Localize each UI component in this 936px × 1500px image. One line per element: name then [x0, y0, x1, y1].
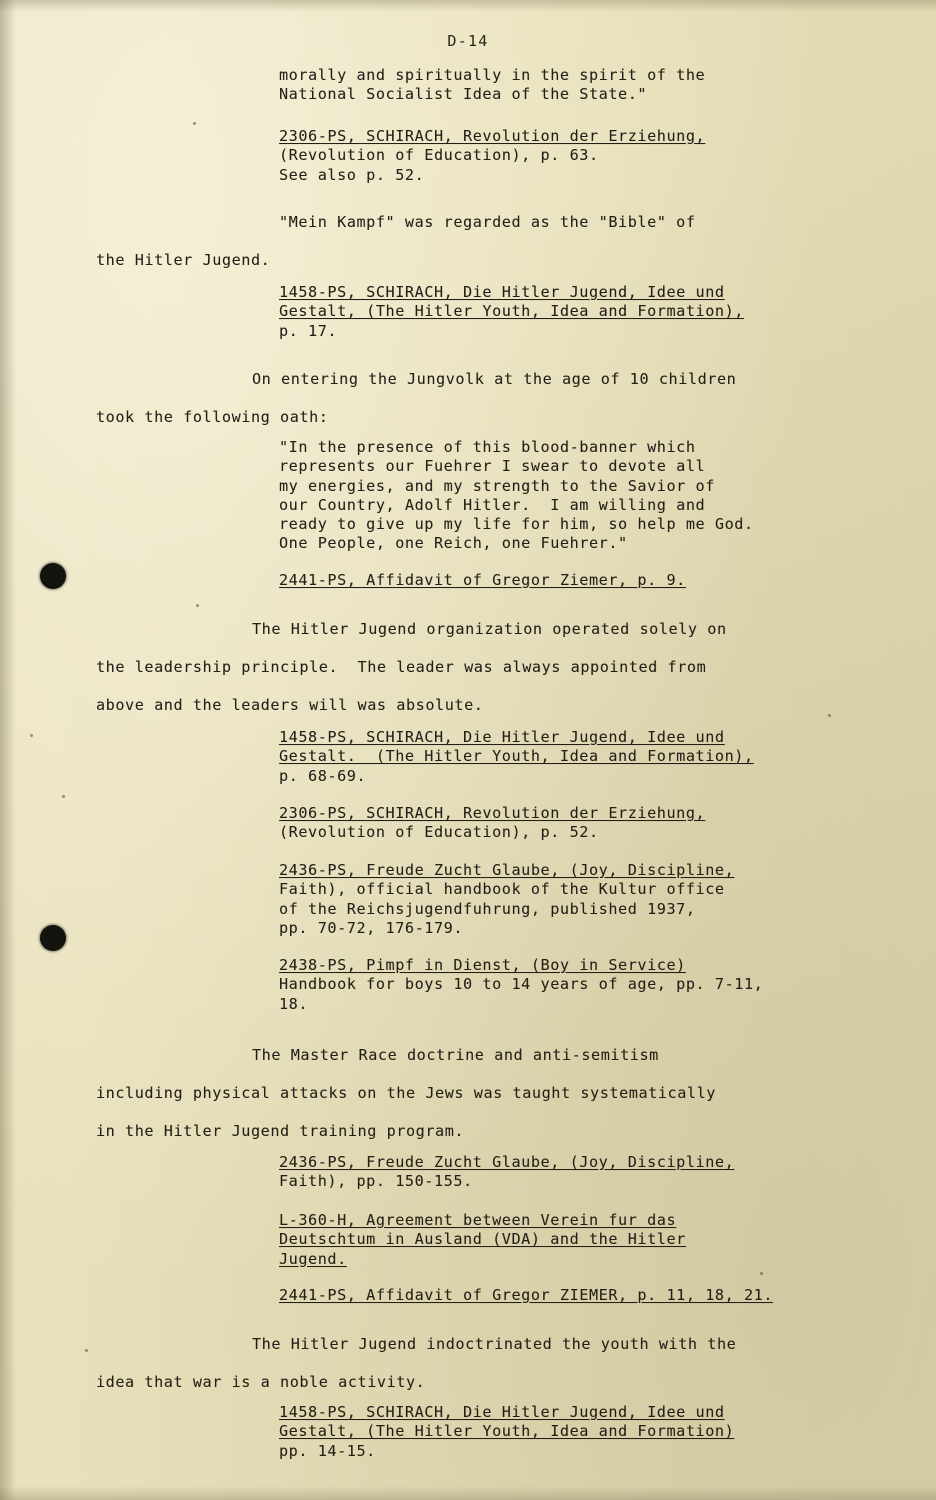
citation-line: pp. 14-15. — [279, 1441, 376, 1460]
citation-line-underlined: Gestalt. (The Hitler Youth, Idea and Formation), — [279, 747, 754, 766]
citation-line-underlined: 2306-PS, SCHIRACH, Revolution der Erziehung, — [279, 127, 706, 145]
text-line: the leadership principle. The leader was always appointed from — [96, 658, 707, 676]
paper-speck — [760, 1272, 763, 1275]
text-block-quote-2 — [279, 438, 754, 554]
citation-block-11 — [279, 1403, 734, 1461]
citation-block-6 — [279, 861, 734, 938]
page-edge-shadow-left — [0, 0, 16, 1500]
paragraph-3-line-2 — [96, 648, 706, 686]
text-line: "In the presence of this blood-banner which — [279, 438, 696, 456]
text-line: above and the leaders will was absolute. — [96, 696, 484, 714]
paragraph-4-line-3 — [96, 1112, 464, 1150]
text-line: The Hitler Jugend organization operated solely on — [252, 620, 727, 638]
text-line: idea that war is a noble activity. — [96, 1373, 426, 1391]
citation-block-5 — [279, 804, 705, 843]
paragraph-2-line-2 — [96, 398, 329, 436]
text-line: including physical attacks on the Jews was taught systematically — [96, 1084, 716, 1102]
citation-block-2 — [279, 283, 744, 341]
page-number: D-14 — [447, 32, 489, 50]
hole-punch-mark-upper — [40, 563, 66, 589]
citation-line-underlined: 2441-PS, Affidavit of Gregor ZIEMER, p. 11, 18, 21. — [279, 1286, 774, 1304]
citation-line-underlined: Deutschtum in Ausland (VDA) and the Hitler — [279, 1230, 686, 1249]
citation-line-underlined: Jugend. — [279, 1249, 347, 1268]
text-line: the Hitler Jugend. — [96, 251, 271, 269]
citation-line: (Revolution of Education), p. 52. — [279, 823, 599, 842]
citation-line-underlined: 2438-PS, Pimpf in Dienst, (Boy in Service) — [279, 956, 686, 974]
citation-line-underlined: 2436-PS, Freude Zucht Glaube, (Joy, Discipline, — [279, 1153, 735, 1171]
citation-line: pp. 70-72, 176-179. — [279, 918, 464, 937]
citation-line: p. 17. — [279, 321, 338, 340]
paragraph-1-line-1 — [279, 203, 696, 241]
paper-speck — [85, 1349, 88, 1352]
citation-line-underlined: 1458-PS, SCHIRACH, Die Hitler Jugend, Idee und — [279, 283, 725, 301]
paragraph-4-line-1 — [252, 1036, 659, 1074]
citation-block-1 — [279, 127, 705, 185]
text-line: "Mein Kampf" was regarded as the "Bible" of — [279, 213, 696, 231]
citation-line: 18. — [279, 994, 309, 1013]
text-block-quote-1 — [279, 66, 705, 105]
citation-line: Faith), official handbook of the Kultur office — [279, 880, 725, 899]
paragraph-2-line-1 — [252, 360, 736, 398]
paper-speck — [30, 734, 33, 737]
citation-line: of the Reichsjugendfuhrung, published 1937, — [279, 899, 696, 918]
hole-punch-mark-lower — [40, 925, 66, 951]
paragraph-3-line-1 — [252, 610, 727, 648]
text-line: represents our Fuehrer I swear to devote all — [279, 457, 706, 476]
citation-line: See also p. 52. — [279, 165, 425, 184]
text-line: in the Hitler Jugend training program. — [96, 1122, 465, 1140]
paragraph-1-line-2 — [96, 241, 270, 279]
paragraph-4-line-2 — [96, 1074, 716, 1112]
citation-line: p. 68-69. — [279, 766, 367, 785]
citation-line: Faith), pp. 150-155. — [279, 1172, 473, 1191]
citation-line-underlined: Gestalt, (The Hitler Youth, Idea and Formation), — [279, 302, 744, 321]
citation-line-underlined: 2306-PS, SCHIRACH, Revolution der Erziehung, — [279, 804, 706, 822]
citation-line-underlined: 1458-PS, SCHIRACH, Die Hitler Jugend, Idee und — [279, 1403, 725, 1421]
paper-speck — [193, 122, 196, 125]
text-line: our Country, Adolf Hitler. I am willing and — [279, 495, 706, 514]
page-edge-shadow-top — [0, 0, 936, 12]
citation-block-8 — [279, 1153, 734, 1192]
text-line: took the following oath: — [96, 408, 329, 426]
citation-block-9 — [279, 1211, 686, 1269]
citation-block-7 — [279, 956, 763, 1014]
text-line: ready to give up my life for him, so help me God. — [279, 515, 754, 534]
citation-line-underlined: L-360-H, Agreement between Verein fur das — [279, 1211, 677, 1229]
paragraph-5-line-2 — [96, 1363, 425, 1401]
citation-line-underlined: 1458-PS, SCHIRACH, Die Hitler Jugend, Idee und — [279, 728, 725, 746]
text-line: On entering the Jungvolk at the age of 10 children — [252, 370, 737, 388]
text-line: The Master Race doctrine and anti-semitism — [252, 1046, 659, 1064]
text-line: my energies, and my strength to the Savior of — [279, 476, 715, 495]
citation-block-3 — [279, 571, 686, 590]
text-line: National Socialist Idea of the State." — [279, 85, 648, 104]
paragraph-3-line-3 — [96, 686, 484, 724]
paper-speck — [828, 714, 831, 717]
text-line: morally and spiritually in the spirit of the — [279, 66, 706, 84]
text-line: One People, one Reich, one Fuehrer." — [279, 534, 628, 553]
paper-speck — [196, 604, 199, 607]
text-line: The Hitler Jugend indoctrinated the youth with the — [252, 1335, 737, 1353]
citation-line: Handbook for boys 10 to 14 years of age, pp. 7-11, — [279, 975, 764, 994]
page-edge-shadow-bottom — [0, 1486, 936, 1500]
citation-line: (Revolution of Education), p. 63. — [279, 146, 599, 165]
citation-line-underlined: 2436-PS, Freude Zucht Glaube, (Joy, Discipline, — [279, 861, 735, 879]
paragraph-5-line-1 — [252, 1325, 736, 1363]
citation-block-10 — [279, 1286, 773, 1305]
paper-speck — [62, 795, 65, 798]
citation-line-underlined: Gestalt, (The Hitler Youth, Idea and Formation) — [279, 1422, 735, 1441]
citation-line-underlined: 2441-PS, Affidavit of Gregor Ziemer, p. 9. — [279, 571, 686, 589]
citation-block-4 — [279, 728, 754, 786]
